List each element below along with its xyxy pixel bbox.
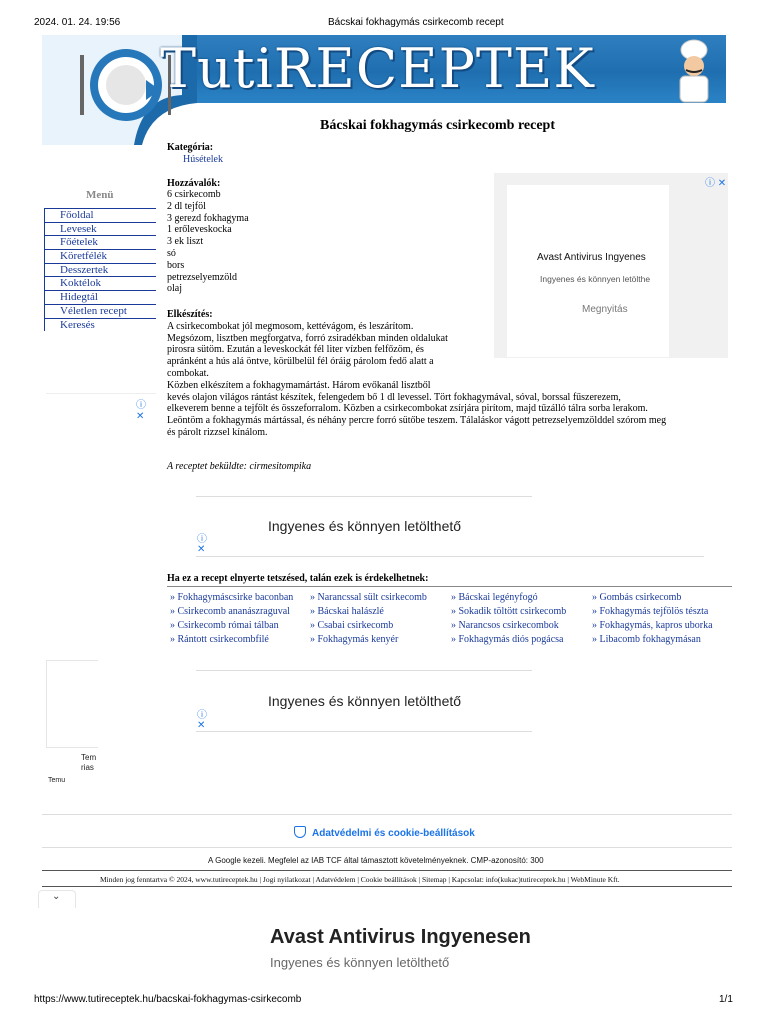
ingredient: 1 erőleveskocka	[167, 224, 232, 236]
prep-line: combokat.	[167, 367, 209, 379]
prep-line: kevés olajon világos rántást készítek, felengedem bő 1 dl levessel. Tört fokhagymával, sóval, borssal fűszerezem,	[167, 391, 621, 403]
related-link[interactable]: » Fokhagymás diós pogácsa	[451, 634, 564, 645]
ingredient: 3 gerezd fokhagyma	[167, 212, 249, 224]
left-ad-slot-2[interactable]	[46, 660, 98, 748]
site-logo-text[interactable]: TutiRECEPTEK	[160, 37, 595, 100]
related-heading: Ha ez a recept elnyerte tetszésed, talán ezek is érdekelhetnek:	[167, 573, 429, 584]
sidebar-menu	[44, 208, 156, 331]
divider	[196, 556, 704, 557]
related-link[interactable]: » Narancsos csirkecombok	[451, 620, 559, 631]
prep-line: pirosra sütöm. Ezután a leveskockát fél liter vízben felfőzöm, és	[167, 344, 424, 356]
sidebar-item-soups[interactable]: Levesek	[44, 222, 156, 236]
privacy-settings-link[interactable]	[294, 826, 475, 839]
print-page-number: 1/1	[719, 994, 733, 1005]
ad-open-button[interactable]: Megnyitás	[582, 304, 628, 315]
left-ad-brand: Temu	[48, 777, 66, 784]
divider	[196, 670, 532, 671]
related-link[interactable]: » Fokhagymás tejfölös tészta	[592, 606, 709, 617]
footer-copyright: Minden jog fenntartva © 2024, www.tutireceptek.hu | Jogi nyilatkozat | Adatvédelem | Cookie beállítások | Sitemap | Kapcsolat: info(kukac)tutireceptek.hu | WebMinute Kft.	[100, 875, 620, 884]
recipe-sender: A receptet beküldte: cirmesitompika	[167, 461, 312, 472]
bottom-sticky-ad[interactable]	[38, 908, 590, 990]
ingredient: 2 dl tejföl	[167, 200, 206, 212]
sidebar-item-search[interactable]: Keresés	[44, 318, 156, 332]
ingredient: só	[167, 247, 176, 259]
ingredients-list	[167, 189, 249, 295]
ingredient: 3 ek liszt	[167, 236, 204, 248]
sidebar-item-sides[interactable]: Köretfélék	[44, 249, 156, 263]
sidebar-item-cocktails[interactable]: Koktélok	[44, 276, 156, 290]
mid-ad-text[interactable]: Ingyenes és könnyen letölthető	[268, 693, 462, 709]
footer-rule	[42, 870, 732, 871]
divider	[196, 496, 532, 497]
ad-choices-icon[interactable]: ⓘ ✕	[197, 710, 207, 731]
prep-line: Megsózom, lisztben megforgatva, forró zsiradékban minden oldalukat	[167, 332, 448, 344]
related-link[interactable]: » Gombás csirkecomb	[592, 592, 682, 603]
menu-heading: Menü	[86, 189, 114, 201]
prep-label: Elkészítés:	[167, 309, 213, 320]
sidebar-item-home[interactable]: Főoldal	[44, 208, 156, 222]
shield-check-icon	[294, 826, 306, 838]
related-recipes	[167, 586, 732, 645]
chevron-down-icon: ⌄	[52, 891, 61, 902]
page-title: Bácskai fokhagymás csirkecomb recept	[320, 118, 555, 133]
ingredient: petrezselyemzöld	[167, 271, 237, 283]
related-link[interactable]: » Csabai csirkecomb	[310, 620, 394, 631]
prep-line: elkeverem benne a tejfölt és összeforralom. Közben a csirkecombokat zsírjára pirítom, majd tűzálló tálra sorba lerakom.	[167, 403, 648, 415]
related-link[interactable]: » Fokhagymás kenyér	[310, 634, 399, 645]
right-ad-card[interactable]	[507, 185, 669, 357]
footer-rule	[42, 886, 732, 887]
ingredient: bors	[167, 259, 185, 271]
sidebar-item-mains[interactable]: Főételek	[44, 235, 156, 249]
mid-ad-text[interactable]: Ingyenes és könnyen letölthető	[268, 518, 462, 534]
prep-line: Leöntöm a fokhagymás mártással, és néhány percre forró sütőbe teszem. Tálaláskor vágott petrezselyemzölddel szórom meg	[167, 415, 667, 427]
ingredient: 6 csirkecomb	[167, 189, 221, 200]
divider	[42, 847, 732, 848]
related-link[interactable]: » Csirkecomb római tálban	[170, 620, 279, 631]
related-link[interactable]: » Libacomb fokhagymásan	[592, 634, 701, 645]
ad-choices-icon[interactable]: ⓘ ✕	[136, 400, 146, 422]
left-ad-slot[interactable]	[46, 393, 156, 623]
prep-line: és párolt rizzsel kínálom.	[167, 426, 268, 438]
related-link[interactable]: » Csirkecomb ananászraguval	[170, 606, 290, 617]
related-link[interactable]: » Narancssal sült csirkecomb	[310, 592, 427, 603]
print-url: https://www.tutireceptek.hu/bacskai-fokhagymas-csirkecomb	[34, 994, 302, 1005]
bottom-ad-title[interactable]: Avast Antivirus Ingyenesen	[270, 926, 531, 948]
prep-line: apránként a hús alá öntve, körülbelül fél óráig párolom fedő alatt a	[167, 356, 434, 368]
ad-choices-icon[interactable]: ⓘ ✕	[197, 534, 207, 555]
related-link[interactable]: » Sokadik töltött csirkecomb	[451, 606, 567, 617]
category-link[interactable]: Húsételek	[183, 154, 223, 165]
related-link[interactable]: » Fokhagymás, kapros uborka	[592, 620, 713, 631]
related-link[interactable]: » Bácskai halászlé	[310, 606, 384, 617]
related-link[interactable]: » Rántott csirkecombfilé	[170, 634, 269, 645]
bottom-ad-subtitle: Ingyenes és könnyen letölthető	[270, 955, 450, 970]
print-datetime: 2024. 01. 24. 19:56	[34, 17, 121, 28]
prep-line: Közben elkészítem a fokhagymamártást. Három evőkanál lisztből	[167, 379, 431, 391]
privacy-label[interactable]: Adatvédelmi és cookie-beállítások	[312, 828, 475, 839]
ingredient: olaj	[167, 283, 182, 295]
related-link[interactable]: » Bácskai legényfogó	[451, 592, 538, 603]
divider	[196, 731, 532, 732]
sidebar-item-cold-dishes[interactable]: Hidegtál	[44, 290, 156, 304]
chef-mascot-icon	[668, 38, 720, 104]
ad-subtitle: Ingyenes és könnyen letölthe	[540, 274, 651, 284]
related-link[interactable]: » Fokhagymáscsirke baconban	[170, 592, 294, 603]
ad-choices-icon[interactable]: ⓘ ✕	[705, 178, 727, 189]
ad-title: Avast Antivirus Ingyenes	[537, 252, 646, 263]
divider	[42, 814, 732, 815]
category-label: Kategória:	[167, 142, 214, 153]
google-consent-note: A Google kezeli. Megfelel az IAB TCF által támasztott követelményeknek. CMP-azonosító: 300	[208, 856, 544, 865]
print-doc-title: Bácskai fokhagymás csirkecomb recept	[328, 17, 504, 28]
sidebar-item-random[interactable]: Véletlen recept	[44, 304, 156, 318]
left-ad-text: Tem	[81, 753, 97, 762]
ingredients-label: Hozzávalók:	[167, 178, 221, 189]
left-ad-text: rias	[81, 763, 94, 772]
prep-line: A csirkecombokat jól megmosom, kettévágom, és leszárítom.	[167, 320, 414, 332]
sidebar-item-desserts[interactable]: Desszertek	[44, 263, 156, 277]
collapse-ad-button[interactable]	[38, 890, 76, 908]
